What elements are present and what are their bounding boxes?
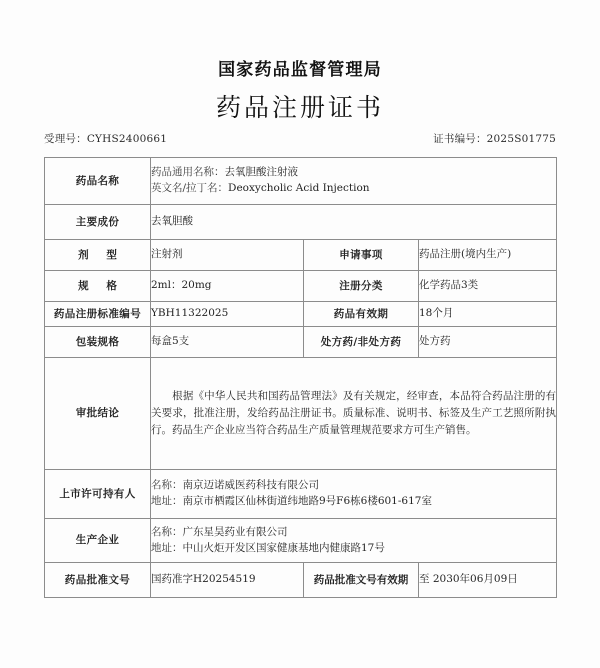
acceptance-number-value: CYHS2400661 xyxy=(86,133,168,145)
table-row-approval-number xyxy=(45,563,557,598)
row-label-approval-conclusion: 审批结论 xyxy=(45,358,151,470)
mah-address-key: 地址： xyxy=(151,495,183,507)
manufacturer-address-line xyxy=(151,541,556,557)
certificate-number-label: 证书编号： xyxy=(433,133,487,145)
row-value-ingredient: 去氧胆酸 xyxy=(151,205,557,240)
row-label-ingredient: 主要成份 xyxy=(45,205,151,240)
table-row-approval-conclusion xyxy=(45,358,557,470)
row-label-dosage-form: 剂 型 xyxy=(45,240,151,271)
acceptance-number-label: 受理号： xyxy=(44,133,87,145)
row-label-package-spec: 包装规格 xyxy=(45,327,151,358)
row-value-prescription-type: 处方药 xyxy=(419,327,557,358)
latin-name-value: Deoxycholic Acid Injection xyxy=(228,182,370,194)
row-value-approval-number-validity: 至 2030年06月09日 xyxy=(419,563,557,598)
mah-name-key: 名称： xyxy=(151,479,183,492)
row-label-drug-name: 药品名称 xyxy=(45,158,151,205)
certificate-number xyxy=(433,131,556,146)
row-label-application-item: 申请事项 xyxy=(304,240,419,271)
row-label-approval-number-validity: 药品批准文号有效期 xyxy=(304,563,419,598)
manufacturer-address-key: 地址： xyxy=(151,541,183,554)
approval-conclusion-text: 根据《中华人民共和国药品管理法》及有关规定，经审查，本品符合药品注册的有关要求，批准注册，发给药品注册证书。质量标准、说明书、标签及生产工艺照所附执行。药品生产企业应当符合药品生产质量管理规范要求方可生产销售。 xyxy=(151,390,556,436)
row-value-registration-category: 化学药品3类 xyxy=(419,271,557,302)
row-value-specification: 2ml：20mg xyxy=(151,271,304,302)
table-row-package-spec xyxy=(45,327,557,358)
table-row-drug-name xyxy=(45,158,557,205)
mah-address-line xyxy=(151,494,556,510)
row-label-approval-number: 药品批准文号 xyxy=(45,563,151,598)
latin-name-key: 英文名/拉丁名： xyxy=(151,182,229,194)
manufacturer-name-line xyxy=(151,525,556,541)
acceptance-number xyxy=(44,131,167,146)
row-label-specification: 规 格 xyxy=(45,271,151,302)
row-value-application-item: 药品注册(境内生产) xyxy=(419,240,557,271)
row-label-manufacturer: 生产企业 xyxy=(45,519,151,563)
document-title: 药品注册证书 xyxy=(215,93,384,122)
table-row-dosage-form xyxy=(45,240,557,271)
table-row-mah xyxy=(45,470,557,519)
table-row-manufacturer xyxy=(45,519,557,563)
manufacturer-name-value: 广东星昊药业有限公司 xyxy=(182,525,288,538)
generic-name-value: 去氧胆酸注射液 xyxy=(224,166,298,179)
row-label-mah: 上市许可持有人 xyxy=(45,470,151,519)
latin-name-line xyxy=(151,181,556,197)
mah-name-line xyxy=(151,478,556,494)
row-value-mah xyxy=(151,470,557,519)
row-label-standard-number: 药品注册标准编号 xyxy=(45,302,151,327)
certificate-number-value: 2025S01775 xyxy=(486,133,556,145)
mah-name-value: 南京迈诺威医药科技有限公司 xyxy=(182,479,319,492)
issuing-agency-title: 国家药品监督管理局 xyxy=(218,60,382,80)
table-row-standard-number xyxy=(45,302,557,327)
row-value-shelf-life: 18个月 xyxy=(419,302,557,327)
row-value-manufacturer xyxy=(151,519,557,563)
certificate-meta-row xyxy=(44,131,556,146)
row-value-dosage-form: 注射剂 xyxy=(151,240,304,271)
certificate-table xyxy=(44,157,557,598)
generic-name-key: 药品通用名称： xyxy=(151,166,225,179)
table-row-specification xyxy=(45,271,557,302)
row-label-prescription-type: 处方药/非处方药 xyxy=(304,327,419,358)
table-row-ingredient xyxy=(45,205,557,240)
row-label-registration-category: 注册分类 xyxy=(304,271,419,302)
mah-address-value: 南京市栖霞区仙林街道纬地路9号F6栋6楼601-617室 xyxy=(182,495,432,507)
generic-name-line xyxy=(151,165,556,181)
manufacturer-address-value: 中山火炬开发区国家健康基地内健康路17号 xyxy=(182,541,385,554)
row-value-package-spec: 每盒5支 xyxy=(151,327,304,358)
row-value-approval-number: 国药准字H20254519 xyxy=(151,563,304,598)
row-value-standard-number: YBH11322025 xyxy=(151,302,304,327)
row-label-shelf-life: 药品有效期 xyxy=(304,302,419,327)
row-value-drug-name xyxy=(151,158,557,205)
row-value-approval-conclusion xyxy=(151,358,557,470)
manufacturer-name-key: 名称： xyxy=(151,525,183,538)
